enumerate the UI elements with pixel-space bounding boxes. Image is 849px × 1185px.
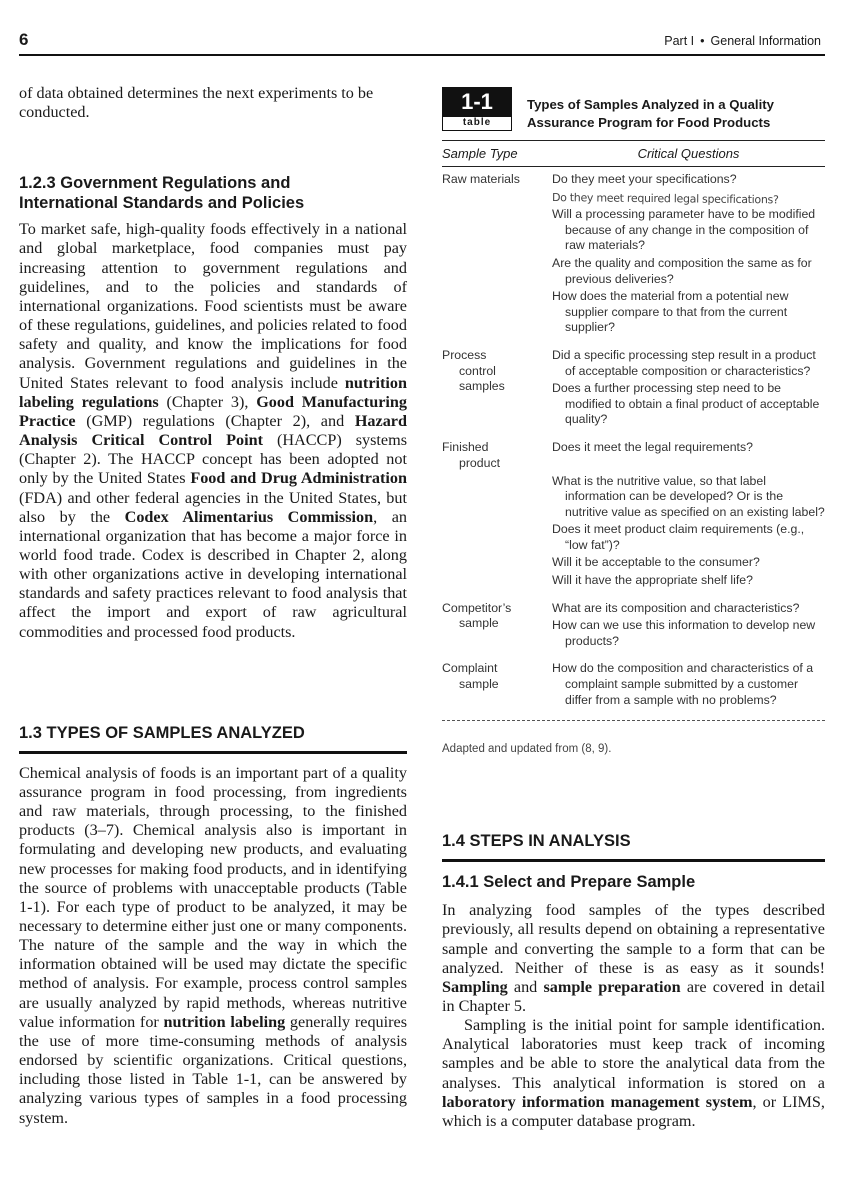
section-1-4-1-paragraph-2 bbox=[442, 1016, 825, 1131]
table-header bbox=[442, 84, 825, 140]
part-label: Part I bbox=[664, 34, 695, 48]
column-header-sample-type: Sample Type bbox=[442, 146, 518, 161]
table-title bbox=[527, 96, 827, 132]
table-title-line-2: Assurance Program for Food Products bbox=[527, 115, 771, 130]
critical-questions-cell bbox=[552, 348, 825, 430]
section-1-3-paragraph bbox=[19, 764, 407, 1128]
column-header-critical-questions: Critical Questions bbox=[637, 146, 740, 161]
critical-question: What are its composition and characteristics? bbox=[552, 600, 800, 615]
critical-questions-cell bbox=[552, 440, 825, 591]
critical-question: Does a further processing step need to be modified to obtain a final product of acceptable quality? bbox=[552, 381, 820, 427]
critical-question: How do the composition and characteristics of a complaint sample submitted by a customer differ from a sample with no problems? bbox=[552, 661, 814, 707]
sample-type-label: Raw materials bbox=[442, 172, 520, 186]
critical-question: Did a specific processing step result in a product of acceptable composition or characteristics? bbox=[552, 347, 816, 378]
sample-type-label: Competitor’s bbox=[442, 600, 512, 615]
sample-type-cell bbox=[442, 348, 552, 430]
sample-type-cell bbox=[442, 440, 552, 591]
text-run: (FDA) and other federal agencies in the United States, but also by the bbox=[19, 488, 407, 526]
left-column bbox=[19, 84, 407, 1128]
intro-paragraph: of data obtained determines the next experiments to be conducted. bbox=[19, 84, 374, 122]
table-number: 1-1 bbox=[442, 87, 512, 116]
critical-question: Do they meet your specifications? bbox=[552, 172, 737, 186]
text-run: generally requires the use of more time-consuming methods of analysis endorsed by scientific organizations. Critical questions, including those listed in Table 1-1, can be answered by analyzing various types of samples in a food processing system. bbox=[19, 1012, 408, 1127]
critical-question: Will a processing parameter have to be modified because of any change in the composition of raw materials? bbox=[552, 207, 816, 253]
critical-question: How can we use this information to develop new products? bbox=[552, 618, 816, 648]
sample-type-cell bbox=[442, 601, 552, 652]
bold-term: nutrition labeling bbox=[163, 1012, 286, 1031]
heading-line-1: 1.2.3 Government Regulations and bbox=[19, 174, 291, 193]
table-row bbox=[442, 348, 825, 430]
running-title: General Information bbox=[710, 34, 821, 48]
critical-questions-cell bbox=[552, 661, 825, 710]
critical-question: Will it be acceptable to the consumer? bbox=[552, 555, 760, 570]
table-badge bbox=[442, 87, 512, 131]
table-row bbox=[442, 440, 825, 591]
table-badge-label: table bbox=[442, 116, 512, 131]
text-run: (GMP) regulations (Chapter 2), and bbox=[75, 411, 355, 430]
bold-term: sample preparation bbox=[543, 977, 681, 996]
section-1-4-heading: 1.4 STEPS IN ANALYSIS bbox=[442, 831, 825, 862]
text-run: (HACCP) systems (Chapter 2). The HACCP concept has been adopted not only by the United States bbox=[19, 431, 407, 488]
critical-question: What is the nutritive value, so that label information can be developed? Or is the nutritive value as specified on an existing label? bbox=[552, 473, 825, 519]
section-1-3-heading: 1.3 TYPES OF SAMPLES ANALYZED bbox=[19, 723, 407, 754]
bold-term: Food and Drug Administration bbox=[190, 469, 407, 488]
text-run: , an international organization that has become a major force in world food trade. Codex is described in Chapter 2, along with other organizations active in developing international standards and safety practices relevant to food analysis that affect the import and export of raw agricultural commodities and processed food products. bbox=[19, 507, 407, 641]
table-body bbox=[442, 172, 825, 710]
sample-type-label: sample bbox=[459, 677, 499, 692]
bold-term: nutrition labeling regulations bbox=[19, 373, 407, 411]
table-source-note: Adapted and updated from (8, 9). bbox=[442, 743, 612, 756]
sample-type-label: Finished bbox=[442, 439, 489, 454]
bullet-separator: • bbox=[700, 34, 705, 48]
text-run: To market safe, high-quality foods effectively in a national and global marketplace, food companies must pay increasing attention to government regulations and guidelines, and to the policies and standards of international organizations. Food scientists must be aware of these regulations, guidelines, and policies related to food safety and quality, and know the implications for food analysis. Government regulations and guidelines in the United States relevant to food analysis include bbox=[19, 220, 407, 392]
sample-type-label: control bbox=[459, 363, 496, 378]
text-run: Chemical analysis of foods is an important part of a quality assurance program in food processing, from ingredients and raw materials, through processing, to the finished products (3–7). Chemical analysis also is important in formulating and developing new products, and evaluating new processes for making food products, and in identifying the source of problems with unacceptable products (Table 1-1). For each type of product to be analyzed, it may be necessary to determine either just one or many components. The nature of the sample and the way in which the information obtained will be used may dictate the specific method of analysis. For example, process control samples are usually analyzed by rapid methods, whereas nutritive value information for bbox=[19, 763, 407, 1031]
sample-type-cell bbox=[442, 661, 552, 710]
critical-question: Does it meet the legal requirements? bbox=[552, 439, 753, 454]
critical-question: Will it have the appropriate shelf life? bbox=[552, 573, 753, 588]
table-row bbox=[442, 172, 825, 338]
sample-type-cell bbox=[442, 172, 552, 338]
critical-question: How does the material from a potential new supplier compare to that from the current supplier? bbox=[552, 289, 789, 335]
text-run: In analyzing food samples of the types described previously, all results depend on obtaining a representative sample and converting the sample to a form that can be analyzed. Neither of these is as easy as it sounds! bbox=[442, 901, 825, 977]
page-number: 6 bbox=[19, 30, 29, 49]
table-row bbox=[442, 661, 825, 710]
text-run: and bbox=[507, 977, 544, 996]
sample-type-label: product bbox=[459, 455, 501, 470]
critical-question: Do they meet required legal specifications? bbox=[551, 190, 779, 206]
table-row bbox=[442, 601, 825, 652]
sample-type-label: Process bbox=[442, 347, 487, 362]
section-1-2-3-heading bbox=[19, 173, 407, 213]
bold-term: Sampling bbox=[442, 977, 508, 996]
critical-questions-cell bbox=[552, 601, 825, 652]
section-1-4-1-heading: 1.4.1 Select and Prepare Sample bbox=[442, 873, 696, 892]
page-header bbox=[19, 28, 825, 56]
bold-term: Hazard Analysis Critical Control Point bbox=[19, 411, 407, 450]
critical-questions-cell bbox=[552, 172, 825, 338]
heading-line-2: International Standards and Policies bbox=[19, 194, 305, 213]
sample-type-label: Complaint bbox=[442, 661, 498, 676]
bold-term: laboratory information management system bbox=[442, 1092, 753, 1111]
right-column bbox=[442, 84, 825, 1131]
critical-question: Does it meet product claim requirements (e.g., “low fat”)? bbox=[552, 522, 805, 552]
running-head bbox=[664, 34, 821, 48]
table-title-line-1: Types of Samples Analyzed in a Quality bbox=[527, 97, 774, 112]
sample-type-label: samples bbox=[459, 379, 505, 394]
table-column-headers bbox=[442, 141, 825, 167]
text-run: (Chapter 3), bbox=[158, 392, 257, 411]
section-1-4-1-paragraph-1 bbox=[442, 901, 825, 1016]
table-bottom-rule bbox=[442, 720, 825, 721]
text-run: , or LIMS, which is a computer database program. bbox=[442, 1092, 825, 1130]
text-run: are covered in detail in Chapter 5. bbox=[442, 977, 825, 1015]
bold-term: Codex Alimentarius Commission bbox=[124, 507, 374, 526]
text-run: Sampling is the initial point for sample identification. Analytical laboratories must keep track of incoming samples and be able to store the analytical data from the analyses. This analytical information is stored on a bbox=[442, 1016, 825, 1092]
bold-term: Good Manufacturing Practice bbox=[19, 392, 407, 430]
section-1-2-3-paragraph bbox=[19, 220, 407, 641]
critical-question: Are the quality and composition the same as for previous deliveries? bbox=[552, 255, 812, 286]
sample-type-label: sample bbox=[459, 616, 499, 631]
